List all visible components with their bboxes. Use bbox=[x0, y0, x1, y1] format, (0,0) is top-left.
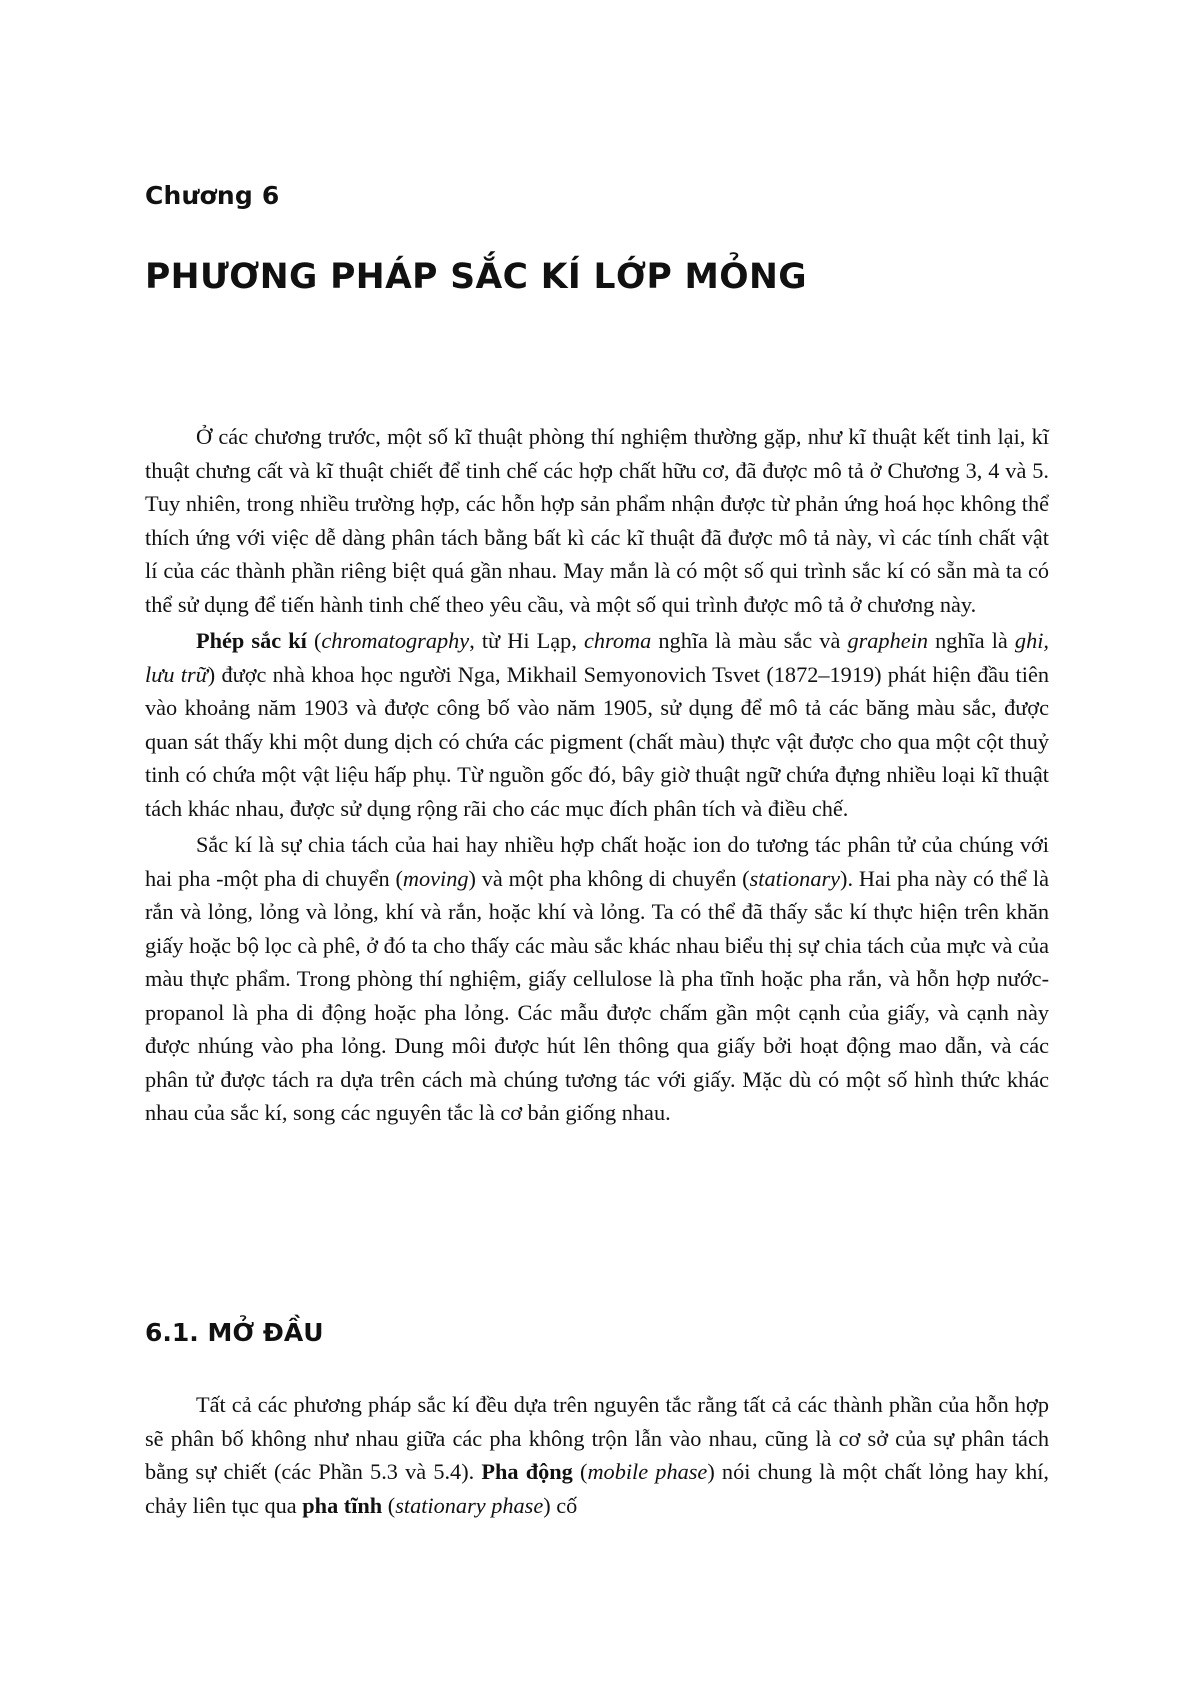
term-graphein: graphein bbox=[847, 628, 928, 653]
intro-paragraph-3: Sắc kí là sự chia tách của hai hay nhiều hợp chất hoặc ion do tương tác phân tử của chúng với hai pha -một pha di chuyển (moving) và một pha không di chuyển (stationary). Hai pha này có thể là rắn và lỏng, lỏng và lỏng, khí và rắn, hoặc khí và lỏng. Ta có thể đã thấy sắc kí thực hiện trên khăn giấy hoặc bộ lọc cà phê, ở đó ta cho thấy các màu sắc khác nhau biểu thị sự chia tách của mực và của màu thực phẩm. Trong phòng thí nghiệm, giấy cellulose là pha tĩnh hoặc pha rắn, và hỗn hợp nước-propanol là pha di động hoặc pha lỏng. Các mẫu được chấm gần một cạnh của giấy, và cạnh này được nhúng vào pha lỏng. Dung môi được hút lên thông qua giấy bởi hoạt động mao dẫn, và các phân tử được tách ra dựa trên cách mà chúng tương tác với giấy. Mặc dù có một số hình thức khác nhau của sắc kí, song các nguyên tắc là cơ bản giống nhau. bbox=[145, 832, 1049, 1125]
term-chroma: chroma bbox=[584, 628, 652, 653]
term-mobile-phase: mobile phase bbox=[587, 1459, 708, 1484]
term-stationary-phase: stationary phase bbox=[395, 1492, 544, 1518]
term-ghi-luu-tru: ghi, lưu trữ bbox=[145, 628, 1049, 687]
chapter-title: PHƯƠNG PHÁP SẮC KÍ LỚP MỎNG bbox=[145, 257, 808, 297]
chapter-label: Chương 6 bbox=[145, 181, 280, 210]
term-chromatography: Phép sắc kí bbox=[196, 628, 307, 653]
intro-paragraph-2: Phép sắc kí (chromatography, từ Hi Lạp, chroma nghĩa là màu sắc và graphein nghĩa là ghi, lưu trữ) được nhà khoa học người Nga, Mikhail Semyonovich Tsvet (1872–1919) phát hiện đầu tiên vào khoảng năm 1903 và được công bố vào năm 1905, sử dụng để mô tả các băng màu sắc, được quan sát thấy khi một dung dịch có chứa các pigment (chất màu) thực vật được cho qua một cột thuỷ tinh có chứa một vật liệu hấp phụ. Từ nguồn gốc đó, bây giờ thuật ngữ chứa đựng nhiều loại kĩ thuật tách khác nhau, được sử dụng rộng rãi cho các mục đích phân tích và điều chế. bbox=[145, 628, 1049, 821]
intro-text bbox=[145, 420, 1049, 1133]
section-text bbox=[145, 1388, 1049, 1525]
term-chromatography-en: chromatography bbox=[321, 628, 470, 653]
term-pha-tinh: pha tĩnh bbox=[302, 1492, 383, 1518]
term-stationary: stationary bbox=[749, 865, 841, 891]
section-heading: 6.1. MỞ ĐẦU bbox=[145, 1318, 324, 1347]
term-moving: moving bbox=[402, 865, 469, 891]
term-pha-dong: Pha động bbox=[481, 1459, 573, 1484]
section-paragraph-1: Tất cả các phương pháp sắc kí đều dựa trên nguyên tắc rằng tất cả các thành phần của hỗn hợp sẽ phân bố không như nhau giữa các pha không trộn lẫn vào nhau, cũng là cơ sở của sự phân tách bằng sự chiết (các Phần 5.3 và 5.4). Pha động (mobile phase) nói chung là một chất lỏng hay khí, chảy liên tục qua pha tĩnh (stationary phase) cố bbox=[145, 1392, 1049, 1518]
intro-paragraph-1: Ở các chương trước, một số kĩ thuật phòng thí nghiệm thường gặp, như kĩ thuật kết tinh lại, kĩ thuật chưng cất và kĩ thuật chiết để tinh chế các hợp chất hữu cơ, đã được mô tả ở Chương 3, 4 và 5. Tuy nhiên, trong nhiều trường hợp, các hỗn hợp sản phẩm nhận được từ phản ứng hoá học không thể thích ứng với việc dễ dàng phân tách bằng bất kì các kĩ thuật đã được mô tả này, vì các tính chất vật lí của các thành phần riêng biệt quá gần nhau. May mắn là có một số qui trình sắc kí có sẵn mà ta có thể sử dụng để tiến hành tinh chế theo yêu cầu, và một số qui trình được mô tả ở chương này. bbox=[145, 424, 1049, 617]
